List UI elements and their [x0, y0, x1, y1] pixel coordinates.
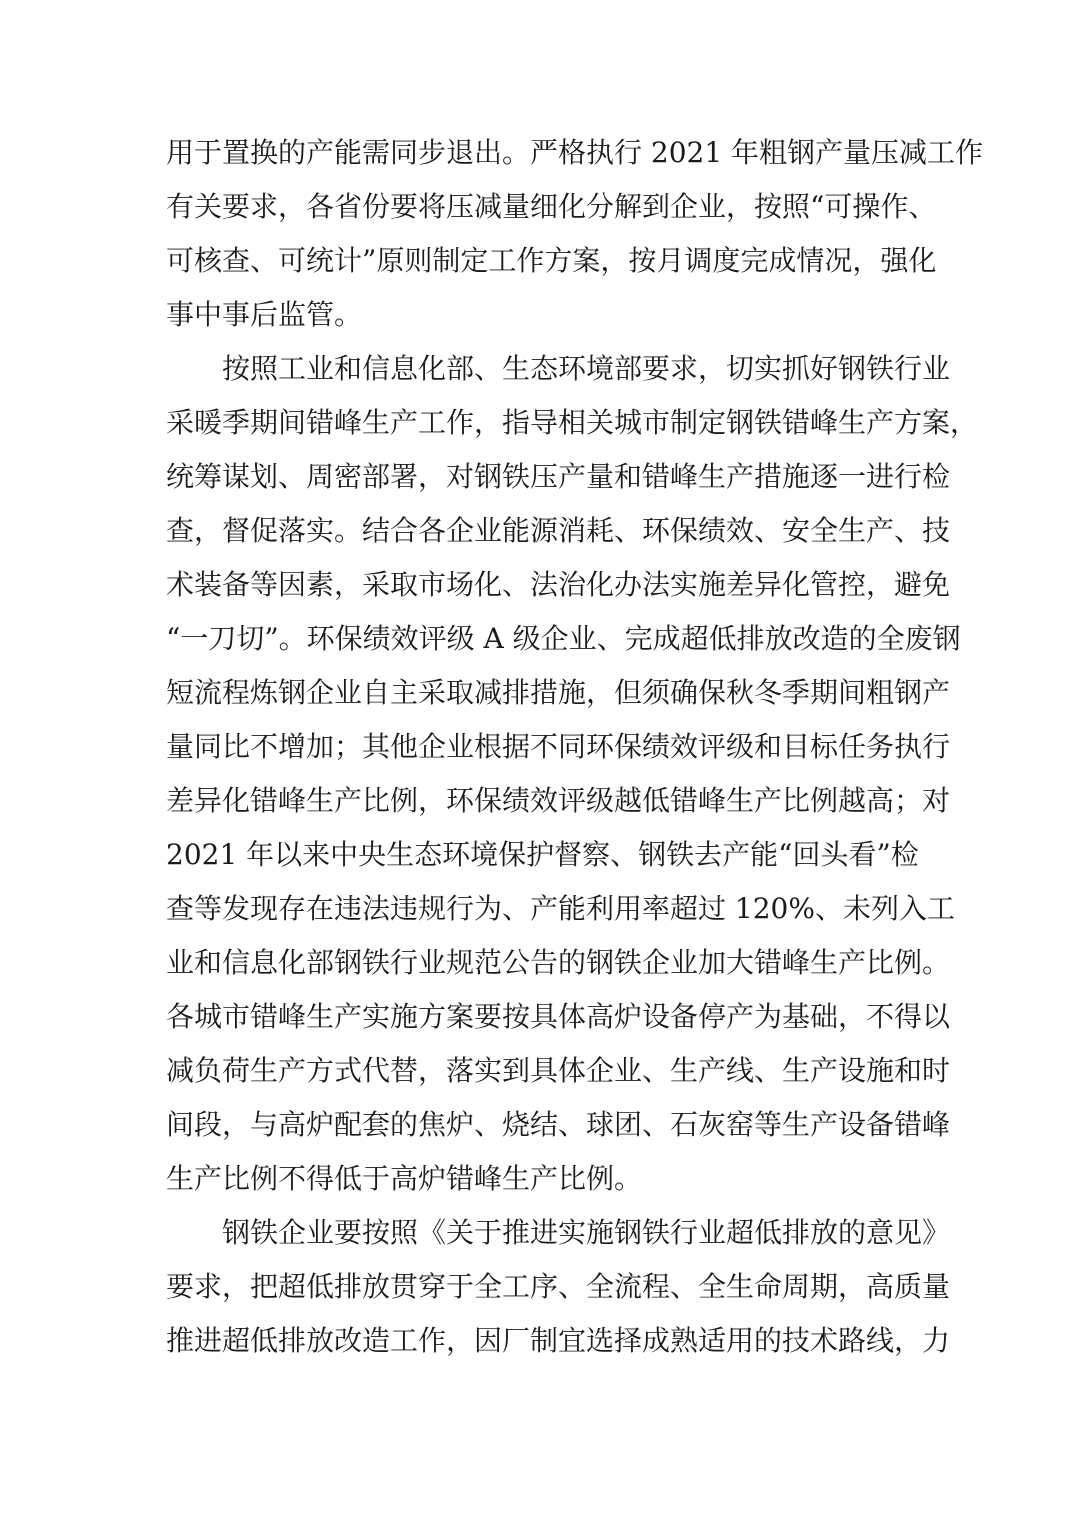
text-line: “一刀切”。环保绩效评级 A 级企业、完成超低排放改造的全废钢	[166, 622, 961, 655]
text-line: 生产比例不得低于高炉错峰生产比例。	[166, 1162, 643, 1195]
text-line: 间段，与高炉配套的焦炉、烧结、球团、石灰窑等生产设备错峰	[166, 1108, 951, 1141]
text-line: 量同比不增加；其他企业根据不同环保绩效评级和目标任务执行	[166, 730, 951, 763]
text-line: 钢铁企业要按照《关于推进实施钢铁行业超低排放的意见》	[222, 1216, 951, 1249]
text-line: 可核查、可统计”原则制定工作方案，按月调度完成情况，强化	[166, 244, 937, 277]
text-line: 统筹谋划、周密部署，对钢铁压产量和错峰生产措施逐一进行检	[166, 460, 951, 493]
text-line: 要求，把超低排放贯穿于全工序、全流程、全生命周期，高质量	[166, 1270, 951, 1303]
text-line: 按照工业和信息化部、生态环境部要求，切实抓好钢铁行业	[222, 352, 951, 385]
text-line: 事中事后监管。	[166, 298, 363, 331]
text-line: 业和信息化部钢铁行业规范公告的钢铁企业加大错峰生产比例。	[166, 946, 951, 979]
text-line: 查等发现存在违法违规行为、产能利用率超过 120%、未列入工	[166, 892, 955, 925]
text-line: 短流程炼钢企业自主采取减排措施，但须确保秋冬季期间粗钢产	[166, 676, 951, 709]
text-line: 2021 年以来中央生态环境保护督察、钢铁去产能“回头看”检	[166, 838, 919, 871]
text-line: 减负荷生产方式代替，落实到具体企业、生产线、生产设施和时	[166, 1054, 951, 1087]
text-line: 差异化错峰生产比例，环保绩效评级越低错峰生产比例越高；对	[166, 784, 951, 817]
text-line: 采暖季期间错峰生产工作，指导相关城市制定钢铁错峰生产方案，	[166, 406, 979, 439]
text-line: 各城市错峰生产实施方案要按具体高炉设备停产为基础，不得以	[166, 1000, 951, 1033]
text-line: 用于置换的产能需同步退出。严格执行 2021 年粗钢产量压减工作	[166, 136, 984, 169]
text-line: 有关要求，各省份要将压减量细化分解到企业，按照“可操作、	[166, 190, 937, 223]
text-line: 推进超低排放改造工作，因厂制宜选择成熟适用的技术路线，力	[166, 1324, 951, 1357]
text-line: 术装备等因素，采取市场化、法治化办法实施差异化管控，避免	[166, 568, 951, 601]
text-line: 查，督促落实。结合各企业能源消耗、环保绩效、安全生产、技	[166, 514, 951, 547]
